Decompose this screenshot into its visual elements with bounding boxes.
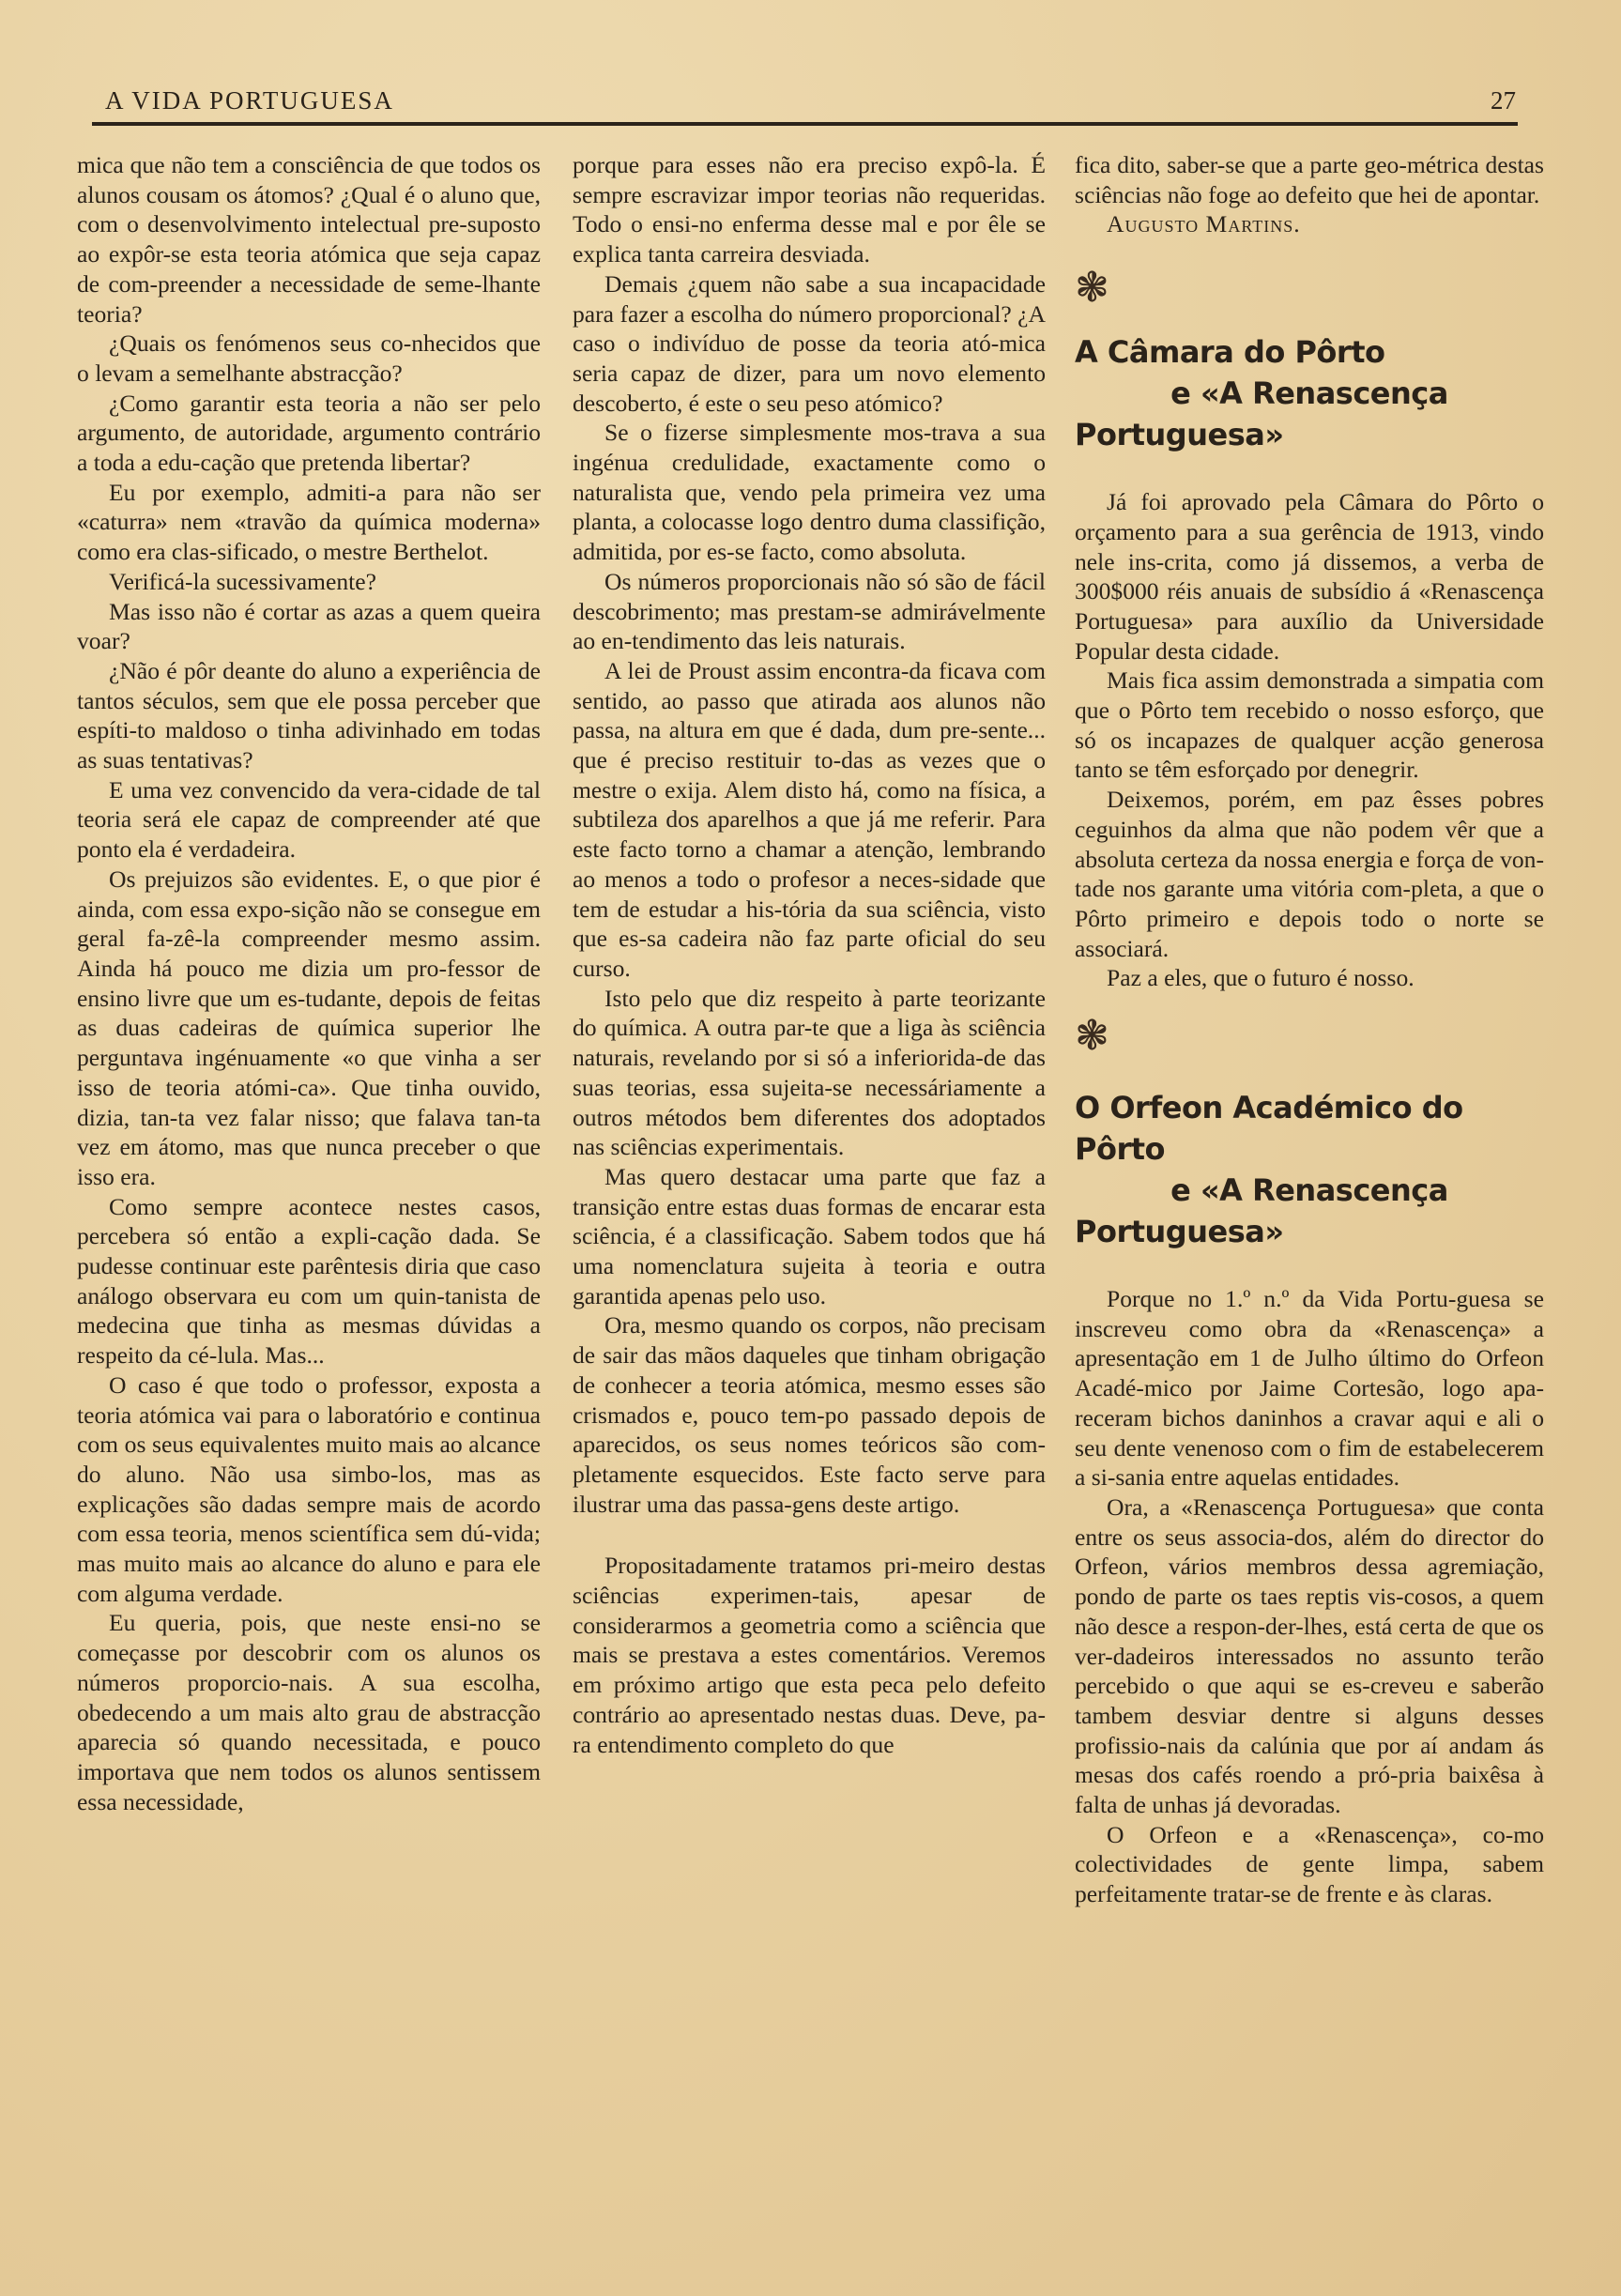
article-heading-subline: e «A Renascença Portuguesa» [1075,375,1448,453]
paragraph: Ora, mesmo quando os corpos, não precisam de sair das mãos daqueles que tinham obrigação de conhecer a teoria atómica, mesmo esses são crismados e, pouco tem-po passado depois de aparecidos, os seus nomes teóricos são com-pletamente esquecidos. Este facto serve para ilustrar uma das passa-gens deste artigo. [573,1311,1046,1518]
paragraph: Ora, a «Renascença Portuguesa» que conta entre os seus associa-dos, além do director do Orfeon, vários membros dessa agremiação, pondo de parte os taes reptis vis-cosos, a quem não desce a respon-der-lhes, está certa de que os ver-dadeiros interessados no assunto terão percebido o que aqui se es-creveu e saberão tambem desviar dentre si alguns desses profissio-nais da calúnia que por aí andam ás mesas dos cafés roendo a pró-pria baixêsa à falta de unhas já devoradas. [1075,1492,1544,1819]
header-rule [92,122,1518,126]
paragraph: Mas quero destacar uma parte que faz a transição entre estas duas formas de encarar esta sciência, é a classificação. Sabem todos que há uma nomenclatura sujeita à teoria e outra garantida apenas pelo uso. [573,1162,1046,1309]
page-header [105,86,1516,124]
paragraph: Os prejuizos são evidentes. E, o que pior é ainda, com essa expo-sição não se consegue em geral fa-zê-la compreender mesmo assim. Ainda há pouco me dizia um pro-fessor de ensino livre que um es-tudante, depois de feitas as duas cadeiras de química superior lhe perguntava ingénuamente «o que vinha a ser isso de teoria atómi-ca». Que tinha ouvido, dizia, tan-ta vez falar nisso; que falava tan-ta vez em átomo, mas que nunca preceber o que isso era. [77,865,541,1190]
paragraph: Já foi aprovado pela Câmara do Pôrto o orçamento para a sua gerência de 1913, vindo nele ins-crita, como já dissemos, a verba de 300$000 réis anuais de subsídio á «Renascença Portuguesa» para auxílio da Universidade Popular desta cidade. [1075,488,1544,665]
paragraph: ¿Quais os fenómenos seus co-nhecidos que o levam a semelhante abstracção? [77,329,541,387]
column-1 [77,150,541,1816]
paragraph: A lei de Proust assim encontra-da ficava com sentido, ao passo que atirada aos alunos não passa, na altura em que é dada, dum pre-sente... que é preciso restituir to-das as vezes que o mestre o exija. Alem disto há, como na física, a subtileza dos aparelhos a que já me referir. Para este facto torno a chamar a atenção, lembrando ao menos a todo o profesor a neces-sidade que tem de estudar a his-tória da sua sciência, visto que es-sa cadeira não faz parte oficial do seu curso. [573,656,1046,982]
paragraph: Propositadamente tratamos pri-meiro destas sciências experimen-tais, apesar de considerarmos a geometria como a sciência que mais se prestava a estes comentários. Veremos em próximo artigo que esta peca pelo defeito contrário ao apresentado nestas duas. Deve, pa-ra entendimento completo do que [573,1552,1046,1758]
paragraph: Os números proporcionais não só são de fácil descobrimento; mas prestam-se admirávelmente ao en-tendimento das leis naturais. [573,567,1046,655]
paragraph: Eu por exemplo, admiti-a para não ser «caturra» nem «travão da química moderna» como era clas-sificado, o mestre Berthelot. [77,478,541,566]
fleuron-ornament: ❃ [1075,265,1109,312]
section-gap [573,1519,1046,1551]
paragraph: Deixemos, porém, em paz êsses pobres ceguinhos da alma que não podem vêr que a absoluta certeza da nossa energia e força de von-tade nos garante uma vitória com-pleta, a que o Pôrto primeiro e depois todo o norte se associará. [1075,786,1544,962]
paragraph: Paz a eles, que o futuro é nosso. [1107,964,1415,992]
paragraph: Isto pelo que diz respeito à parte teorizante do química. A outra par-te que a liga às sciência naturais, revelando por si só a inferiorida-de das suas teorias, essa sujeita-se necessáriamente a outros métodos bem diferentes dos adoptados nas sciências experimentais. [573,984,1046,1161]
paragraph: Como sempre acontece nestes casos, percebera só então a expli-cação dada. Se pudesse continuar este parêntesis diria que caso análogo observara eu com um quin-tanista de medecina que tinha as mesmas dúvidas a respeito da cé-lula. Mas... [77,1192,541,1370]
paragraph: O caso é que todo o professor, exposta a teoria atómica vai para o laboratório e continua com os seus equivalentes muito mais ao alcance do aluno. Não usa simbo-los, mas as explicações são dadas sempre mais de acordo com essa teoria, menos scientífica sem dú-vida; mas muito mais ao alcance do aluno e para ele com alguma verdade. [77,1370,541,1607]
article-heading: A Câmara do Pôrto [1075,334,1385,371]
journal-title: A VIDA PORTUGUESA [105,86,394,115]
paragraph: Porque no 1.º n.º da Vida Portu-guesa se inscreveu como obra da «Renascença» a apresentação em 1 de Julho último do Orfeon Acadé-mico por Jaime Cortesão, logo apa-receram bichos daninhos a cravar aqui e ali o seu dente venenoso com o fim de estabelecerem a si-sania entre aquelas entidades. [1075,1285,1544,1492]
page-number: 27 [1491,86,1516,115]
paragraph: fica dito, saber-se que a parte geo-métrica destas sciências não foge ao defeito que hei de apontar. [1075,151,1544,208]
paragraph: Verificá-la sucessivamente? [109,567,376,595]
paragraph: E uma vez convencido da vera-cidade de tal teoria será ele capaz de compreender até que ponto ela é verdadeira. [77,775,541,864]
fleuron-ornament: ❃ [1075,1013,1109,1060]
paragraph: Mais fica assim demonstrada a simpatia com que o Pôrto tem recebido o nosso esforço, que só os incapazes de qualquer acção generosa tanto se têm esforçado por denegrir. [1075,666,1544,784]
article-heading-subline: e «A Renascença Portuguesa» [1075,1172,1448,1250]
paragraph: Se o fizerse simplesmente mos-trava a sua ingénua credulidade, exactamente como o naturalista que, vendo pela primeira vez uma planta, a colocasse logo dentro duma classifição, admitida, por es-se facto, como absoluta. [573,419,1046,566]
author-signature: Augusto Martins. [1107,210,1301,238]
paragraph: ¿Como garantir esta teoria a não ser pelo argumento, de autoridade, argumento contrário a toda a edu-cação que pretenda libertar? [77,389,541,477]
column-2 [573,150,1046,1759]
paragraph: porque para esses não era preciso expô-la. É sempre escravizar impor teorias não requeridas. Todo o ensi-no enferma desse mal e por êle se explica tanta carreira desviada. [573,151,1046,268]
paragraph: Eu queria, pois, que neste ensi-no se começasse por descobrir com os alunos os números proporcio-nais. A sua escolha, obedecendo a um mais alto grau de abstracção aparecia só quando necessitada, e pouco importava que nem todos os alunos sentissem essa necessidade, [77,1609,541,1815]
column-3 [1075,150,1544,1909]
paragraph: ¿Não é pôr deante do aluno a experiência de tantos séculos, sem que ele possa perceber que espíti-to maldoso o tinha adivinhado em todas as suas tentativas? [77,656,541,774]
paragraph: mica que não tem a consciência de que todos os alunos cousam os átomos? ¿Qual é o aluno que, com o desenvolvimento intelectual pre-suposto ao expôr-se esta teoria atómica que seja capaz de com-preender a necessidade de seme-lhante teoria? [77,151,541,328]
paragraph: Mas isso não é cortar as azas a quem queira voar? [77,597,541,655]
article-heading: O Orfeon Académico do Pôrto [1075,1090,1463,1168]
paragraph: Demais ¿quem não sabe a sua incapacidade para fazer a escolha do número proporcional? ¿A caso o indivíduo de posse da teoria ató-mica seria capaz de dizer, para um novo elemento descoberto, é este o seu peso atómico? [573,269,1046,417]
paragraph: O Orfeon e a «Renascença», co-mo colectividades de gente limpa, sabem perfeitamente tratar-se de frente e às claras. [1075,1820,1544,1908]
